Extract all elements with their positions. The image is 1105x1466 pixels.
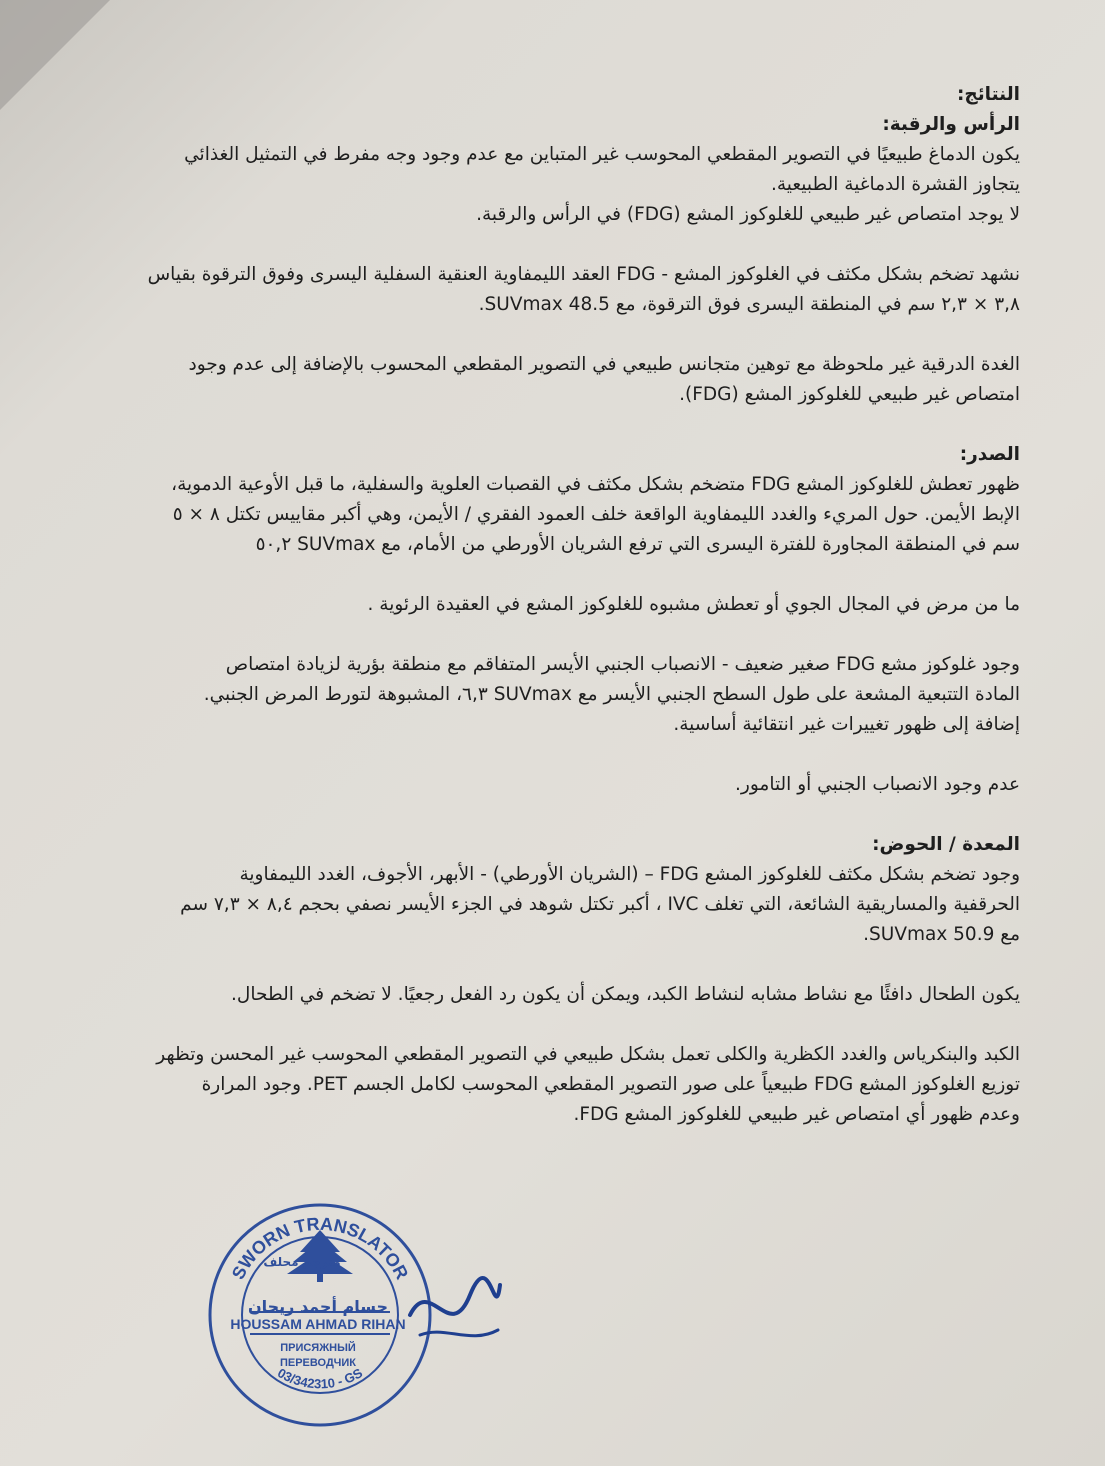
paragraph-line: وجود غلوكوز مشع FDG صغير ضعيف - الانصباب الجنبي الأيسر المتفاقم مع منطقة بؤرية لزيادة امتصاص xyxy=(225,654,1020,675)
stamp-latin-name: HOUSSAM AHMAD RIHAN xyxy=(230,1316,406,1332)
paragraph-line: سم في المنطقة المجاورة للفترة اليسرى التي ترفع الشريان الأورطي من الأمام، مع SUVmax ٥٠,٢ xyxy=(255,534,1020,555)
head-neck-heading: الرأس والرقبة: xyxy=(882,114,1020,135)
paragraph-line: توزيع الغلوكوز المشع FDG طبيعياً على صور التصوير المقطعي المحوسب لكامل الجسم PET. وجود المرارة xyxy=(201,1074,1020,1095)
stamp-russian-line1: ПРИСЯЖНЫЙ xyxy=(280,1342,356,1354)
stamp-russian-line2: ПЕРЕВОДЧИК xyxy=(279,1357,357,1369)
results-heading: النتائج: xyxy=(956,84,1020,105)
stamp-arabic-name: حسام أحمد ريحان xyxy=(247,1297,389,1316)
paragraph-line: الحرقفية والمساريقية الشائعة، التي تغلف IVC ، أكبر تكتل شوهد في الجزء الأيسر نصفي بحجم ٨,٤ × ٧,٣ سم xyxy=(180,894,1020,915)
abdomen-heading: المعدة / الحوض: xyxy=(872,834,1020,855)
stamp-arabic-title: مترجم محلف xyxy=(263,1255,341,1269)
paragraph-line: الغدة الدرقية غير ملحوظة مع توهين متجانس طبيعي في التصوير المقطعي المحسوب بالإضافة إلى عدم وجود xyxy=(188,354,1020,375)
paragraph-line: الإبط الأيمن. حول المريء والغدد الليمفاوية الواقعة خلف العمود الفقري / الأيمن، وهي أكبر مقاييس تكتل ٨ × ٥ xyxy=(172,504,1020,525)
paragraph-line: يكون الطحال دافئًا مع نشاط مشابه لنشاط الكبد، ويمكن أن يكون رد الفعل رجعيًا. لا تضخم في الطحال. xyxy=(231,984,1020,1005)
paragraph-line: وعدم ظهور أي امتصاص غير طبيعي للغلوكوز المشع FDG. xyxy=(573,1104,1020,1125)
document-body xyxy=(120,80,1020,1130)
paragraph-line: نشهد تضخم بشكل مكثف في الغلوكوز المشع - FDG العقد الليمفاوية العنقية السفلية اليسرى وفوق الترقوة بقياس xyxy=(147,264,1020,285)
paragraph-line: إضافة إلى ظهور تغييرات غير انتقائية أساسية. xyxy=(673,714,1020,735)
signature-icon xyxy=(400,1255,510,1365)
paragraph-line: عدم وجود الانصباب الجنبي أو التامور. xyxy=(735,774,1020,795)
paragraph-line: الكبد والبنكرياس والغدد الكظرية والكلى تعمل بشكل طبيعي في التصوير المقطعي المحوسب غير المحسن وتظهر xyxy=(156,1044,1020,1065)
stamp-bottom-arc-text: 03/342310 - GS xyxy=(274,1365,366,1392)
paragraph-line: ٣,٨ × ٢,٣ سم في المنطقة اليسرى فوق الترقوة، مع SUVmax 48.5. xyxy=(478,294,1020,315)
page-fold-shadow xyxy=(0,0,110,110)
paragraph-line: مع SUVmax 50.9. xyxy=(863,924,1020,945)
paragraph-line: المادة التتبعية المشعة على طول السطح الجنبي الأيسر مع SUVmax ٦,٣، المشبوهة لتورط المرض الجنبي. xyxy=(203,684,1020,705)
signature xyxy=(400,1255,510,1365)
paragraph-line: يكون الدماغ طبيعيًا في التصوير المقطعي المحوسب غير المتباين مع عدم وجود وجه مفرط في التمثيل الغذائي xyxy=(184,144,1020,165)
stamp-arc-text: SWORN TRANSLATOR xyxy=(227,1213,413,1283)
paragraph-line: لا يوجد امتصاص غير طبيعي للغلوكوز المشع (FDG) في الرأس والرقبة. xyxy=(476,204,1020,225)
chest-heading: الصدر: xyxy=(959,444,1020,465)
paragraph-line: ظهور تعطش للغلوكوز المشع FDG متضخم بشكل مكثف في القصبات العلوية والسفلية، ما قبل الأوعية الدموية، xyxy=(171,474,1020,495)
paragraph-line: وجود تضخم بشكل مكثف للغلوكوز المشع FDG – (الشريان الأورطي) - الأبهر، الأجوف، الغدد الليمفاوية xyxy=(239,864,1020,885)
paragraph-line: يتجاوز القشرة الدماغية الطبيعية. xyxy=(771,174,1020,195)
paragraph-line: امتصاص غير طبيعي للغلوكوز المشع (FDG). xyxy=(679,384,1020,405)
paragraph-line: ما من مرض في المجال الجوي أو تعطش مشبوه للغلوكوز المشع في العقيدة الرئوية . xyxy=(367,594,1020,615)
